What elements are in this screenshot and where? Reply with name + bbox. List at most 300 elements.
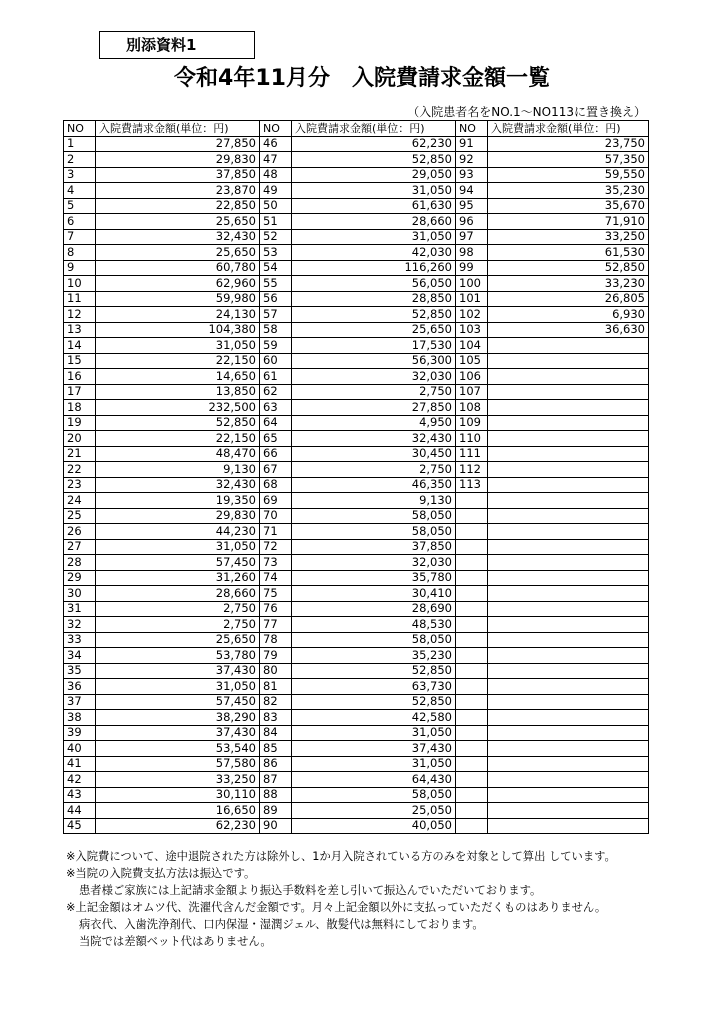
patient-no-cell: 86: [260, 756, 292, 772]
patient-no-cell: [456, 756, 488, 772]
amount-cell: [488, 493, 649, 509]
amount-cell: 31,050: [96, 539, 260, 555]
table-row: [64, 601, 649, 617]
amount-cell: 37,430: [292, 741, 456, 757]
amount-cell: 24,130: [96, 307, 260, 323]
patient-no-cell: 29: [64, 570, 96, 586]
header-no: NO: [260, 121, 292, 137]
amount-cell: 35,230: [488, 183, 649, 199]
amount-cell: [488, 694, 649, 710]
patient-no-cell: 99: [456, 260, 488, 276]
table-row: [64, 462, 649, 478]
patient-no-cell: 49: [260, 183, 292, 199]
amount-cell: 17,530: [292, 338, 456, 354]
patient-no-cell: 83: [260, 710, 292, 726]
patient-no-cell: 11: [64, 291, 96, 307]
amount-cell: 56,300: [292, 353, 456, 369]
amount-cell: 62,230: [96, 818, 260, 834]
patient-no-cell: 98: [456, 245, 488, 261]
table-row: [64, 772, 649, 788]
table-row: [64, 183, 649, 199]
amount-cell: [488, 539, 649, 555]
patient-no-cell: 17: [64, 384, 96, 400]
amount-cell: 61,530: [488, 245, 649, 261]
amount-cell: 29,830: [96, 152, 260, 168]
patient-no-cell: [456, 617, 488, 633]
amount-cell: 59,550: [488, 167, 649, 183]
page-title: 令和4年11月分 入院費請求金額一覧: [174, 66, 550, 91]
patient-no-cell: 14: [64, 338, 96, 354]
patient-no-cell: [456, 710, 488, 726]
patient-no-cell: 36: [64, 679, 96, 695]
patient-no-cell: 4: [64, 183, 96, 199]
table-body: [64, 136, 649, 834]
amount-cell: 32,030: [292, 369, 456, 385]
amount-cell: 32,430: [292, 431, 456, 447]
amount-cell: 58,050: [292, 508, 456, 524]
patient-no-cell: 96: [456, 214, 488, 230]
patient-no-cell: [456, 493, 488, 509]
patient-no-cell: 8: [64, 245, 96, 261]
amount-cell: 42,580: [292, 710, 456, 726]
patient-no-cell: 97: [456, 229, 488, 245]
amount-cell: 57,350: [488, 152, 649, 168]
patient-no-cell: 81: [260, 679, 292, 695]
table-row: [64, 260, 649, 276]
amount-cell: [488, 431, 649, 447]
amount-cell: 58,050: [292, 632, 456, 648]
amount-cell: 25,650: [96, 245, 260, 261]
patient-no-cell: 39: [64, 725, 96, 741]
patient-no-cell: 106: [456, 369, 488, 385]
patient-no-cell: 63: [260, 400, 292, 416]
patient-no-cell: 15: [64, 353, 96, 369]
patient-no-cell: 88: [260, 787, 292, 803]
patient-no-cell: 58: [260, 322, 292, 338]
amount-cell: [488, 756, 649, 772]
patient-no-cell: 2: [64, 152, 96, 168]
patient-no-cell: 103: [456, 322, 488, 338]
patient-no-cell: 79: [260, 648, 292, 664]
table-row: [64, 338, 649, 354]
patient-no-cell: 71: [260, 524, 292, 540]
amount-cell: [488, 679, 649, 695]
table-row: [64, 508, 649, 524]
patient-no-cell: 45: [64, 818, 96, 834]
patient-no-cell: 34: [64, 648, 96, 664]
patient-no-cell: 35: [64, 663, 96, 679]
table-row: [64, 787, 649, 803]
amount-cell: [488, 400, 649, 416]
patient-no-cell: [456, 772, 488, 788]
table-row: [64, 276, 649, 292]
patient-no-cell: 95: [456, 198, 488, 214]
header-amount: 入院費請求金額(単位：円): [488, 121, 649, 137]
amount-cell: 56,050: [292, 276, 456, 292]
patient-no-cell: 42: [64, 772, 96, 788]
table-row: [64, 679, 649, 695]
table-row: [64, 524, 649, 540]
amount-cell: 32,430: [96, 477, 260, 493]
amount-cell: [488, 648, 649, 664]
patient-no-cell: [456, 586, 488, 602]
amount-cell: [488, 369, 649, 385]
amount-cell: 59,980: [96, 291, 260, 307]
amount-cell: 33,250: [488, 229, 649, 245]
patient-no-cell: 110: [456, 431, 488, 447]
amount-cell: 31,050: [292, 229, 456, 245]
patient-no-cell: 73: [260, 555, 292, 571]
patient-no-cell: 66: [260, 446, 292, 462]
patient-no-cell: 100: [456, 276, 488, 292]
patient-no-cell: 44: [64, 803, 96, 819]
amount-cell: 22,150: [96, 353, 260, 369]
patient-no-cell: 41: [64, 756, 96, 772]
patient-no-cell: 90: [260, 818, 292, 834]
patient-no-cell: [456, 679, 488, 695]
amount-cell: [488, 462, 649, 478]
patient-no-cell: 55: [260, 276, 292, 292]
amount-cell: 35,780: [292, 570, 456, 586]
amount-cell: 52,850: [292, 307, 456, 323]
amount-cell: [488, 555, 649, 571]
patient-no-cell: 104: [456, 338, 488, 354]
amount-cell: [488, 353, 649, 369]
table-row: [64, 570, 649, 586]
patient-no-cell: 69: [260, 493, 292, 509]
amount-cell: [488, 477, 649, 493]
amount-cell: 30,450: [292, 446, 456, 462]
header-no: NO: [456, 121, 488, 137]
amount-cell: 60,780: [96, 260, 260, 276]
header-amount: 入院費請求金額(単位：円): [292, 121, 456, 137]
amount-cell: 26,805: [488, 291, 649, 307]
amount-cell: 37,850: [96, 167, 260, 183]
patient-no-cell: 6: [64, 214, 96, 230]
table-row: [64, 477, 649, 493]
table-row: [64, 648, 649, 664]
table-row: [64, 167, 649, 183]
amount-cell: 52,850: [292, 152, 456, 168]
amount-cell: [488, 725, 649, 741]
patient-no-cell: [456, 570, 488, 586]
amount-cell: 40,050: [292, 818, 456, 834]
patient-no-cell: 76: [260, 601, 292, 617]
amount-cell: 52,850: [292, 694, 456, 710]
table-row: [64, 369, 649, 385]
patient-no-cell: 52: [260, 229, 292, 245]
amount-cell: 37,430: [96, 663, 260, 679]
table-row: [64, 725, 649, 741]
table-row: [64, 152, 649, 168]
patient-no-cell: 102: [456, 307, 488, 323]
patient-no-cell: 23: [64, 477, 96, 493]
amount-cell: [488, 524, 649, 540]
patient-no-cell: 112: [456, 462, 488, 478]
patient-no-cell: [456, 818, 488, 834]
patient-no-cell: 10: [64, 276, 96, 292]
amount-cell: 28,660: [292, 214, 456, 230]
patient-no-cell: 56: [260, 291, 292, 307]
table-row: [64, 136, 649, 152]
patient-no-cell: 32: [64, 617, 96, 633]
patient-no-cell: [456, 803, 488, 819]
amount-cell: [488, 446, 649, 462]
patient-no-cell: [456, 663, 488, 679]
amount-cell: 42,030: [292, 245, 456, 261]
patient-no-cell: [456, 601, 488, 617]
patient-no-cell: 7: [64, 229, 96, 245]
patient-no-cell: 48: [260, 167, 292, 183]
amount-cell: [488, 570, 649, 586]
header-amount: 入院費請求金額(単位：円): [96, 121, 260, 137]
patient-no-cell: 19: [64, 415, 96, 431]
patient-no-cell: [456, 524, 488, 540]
patient-no-cell: 18: [64, 400, 96, 416]
patient-no-cell: 109: [456, 415, 488, 431]
patient-no-cell: 70: [260, 508, 292, 524]
patient-no-cell: 5: [64, 198, 96, 214]
patient-no-cell: 54: [260, 260, 292, 276]
footnote: ※当院の入院費支払方法は振込です。: [66, 867, 256, 880]
patient-no-cell: 12: [64, 307, 96, 323]
patient-no-cell: 60: [260, 353, 292, 369]
amount-cell: 52,850: [96, 415, 260, 431]
table-row: [64, 555, 649, 571]
patient-no-cell: 20: [64, 431, 96, 447]
patient-no-cell: 43: [64, 787, 96, 803]
header-no: NO: [64, 121, 96, 137]
patient-no-cell: 61: [260, 369, 292, 385]
footnote: ※入院費について、途中退院された方は除外し、1か月入院されている方のみを対象として算出 しています。: [66, 850, 616, 863]
table-row: [64, 803, 649, 819]
table-row: [64, 663, 649, 679]
amount-cell: 27,850: [96, 136, 260, 152]
patient-no-cell: 92: [456, 152, 488, 168]
patient-no-cell: [456, 725, 488, 741]
table-row: [64, 400, 649, 416]
amount-cell: 6,930: [488, 307, 649, 323]
amount-cell: [488, 601, 649, 617]
patient-no-cell: 53: [260, 245, 292, 261]
amount-cell: [488, 803, 649, 819]
patient-no-cell: 25: [64, 508, 96, 524]
patient-no-cell: 80: [260, 663, 292, 679]
table-row: [64, 818, 649, 834]
patient-no-cell: 105: [456, 353, 488, 369]
patient-no-cell: 85: [260, 741, 292, 757]
patient-no-cell: 51: [260, 214, 292, 230]
amount-cell: 19,350: [96, 493, 260, 509]
amount-cell: 37,850: [292, 539, 456, 555]
patient-no-cell: 84: [260, 725, 292, 741]
footnote: 当院では差額ベット代はありません。: [79, 935, 272, 948]
patient-no-cell: 50: [260, 198, 292, 214]
amount-cell: 116,260: [292, 260, 456, 276]
table-row: [64, 694, 649, 710]
table-row: [64, 291, 649, 307]
amount-cell: 25,050: [292, 803, 456, 819]
patient-no-cell: 27: [64, 539, 96, 555]
amount-cell: 31,260: [96, 570, 260, 586]
patient-no-cell: [456, 787, 488, 803]
amount-cell: 62,230: [292, 136, 456, 152]
amount-cell: 25,650: [96, 632, 260, 648]
amount-cell: 14,650: [96, 369, 260, 385]
patient-no-cell: 33: [64, 632, 96, 648]
amount-cell: 33,250: [96, 772, 260, 788]
patient-no-cell: 64: [260, 415, 292, 431]
patient-no-cell: 78: [260, 632, 292, 648]
patient-no-cell: 93: [456, 167, 488, 183]
amount-cell: 28,850: [292, 291, 456, 307]
amount-cell: 31,050: [292, 756, 456, 772]
amount-cell: 25,650: [292, 322, 456, 338]
amount-cell: 64,430: [292, 772, 456, 788]
table-row: [64, 214, 649, 230]
amount-cell: 53,540: [96, 741, 260, 757]
patient-no-cell: 65: [260, 431, 292, 447]
patient-no-cell: [456, 539, 488, 555]
patient-no-cell: 91: [456, 136, 488, 152]
amount-cell: 104,380: [96, 322, 260, 338]
footnote: 患者様ご家族には上記請求金額より振込手数料を差し引いて振込んでいただいております。: [79, 884, 542, 897]
amount-cell: 13,850: [96, 384, 260, 400]
patient-no-cell: 75: [260, 586, 292, 602]
amount-cell: 57,580: [96, 756, 260, 772]
amount-cell: 2,750: [96, 601, 260, 617]
amount-cell: 9,130: [96, 462, 260, 478]
patient-no-cell: 67: [260, 462, 292, 478]
patient-no-cell: 9: [64, 260, 96, 276]
footnotes: [66, 848, 616, 950]
patient-no-cell: 28: [64, 555, 96, 571]
patient-no-cell: 24: [64, 493, 96, 509]
amount-cell: 23,750: [488, 136, 649, 152]
amount-cell: 52,850: [292, 663, 456, 679]
amount-cell: [488, 508, 649, 524]
attachment-label: 別添資料1: [99, 31, 255, 59]
amount-cell: 52,850: [488, 260, 649, 276]
table-row: [64, 384, 649, 400]
patient-no-cell: [456, 508, 488, 524]
amount-cell: [488, 632, 649, 648]
patient-no-cell: 40: [64, 741, 96, 757]
amount-cell: 71,910: [488, 214, 649, 230]
patient-no-cell: 89: [260, 803, 292, 819]
amount-cell: 44,230: [96, 524, 260, 540]
amount-cell: 35,670: [488, 198, 649, 214]
table-row: [64, 229, 649, 245]
replacement-note: （入院患者名をNO.1～NO113に置き換え）: [407, 105, 646, 119]
amount-cell: 28,660: [96, 586, 260, 602]
amount-cell: 16,650: [96, 803, 260, 819]
amount-cell: 31,050: [292, 183, 456, 199]
amount-cell: 36,630: [488, 322, 649, 338]
amount-cell: 61,630: [292, 198, 456, 214]
patient-no-cell: 113: [456, 477, 488, 493]
amount-cell: [488, 710, 649, 726]
amount-cell: [488, 384, 649, 400]
table-row: [64, 415, 649, 431]
amount-cell: [488, 663, 649, 679]
table-row: [64, 307, 649, 323]
table-row: [64, 353, 649, 369]
patient-no-cell: [456, 694, 488, 710]
amount-cell: 2,750: [292, 384, 456, 400]
amount-cell: 31,050: [96, 338, 260, 354]
amount-cell: [488, 818, 649, 834]
patient-no-cell: 37: [64, 694, 96, 710]
table-row: [64, 756, 649, 772]
amount-cell: 37,430: [96, 725, 260, 741]
table-row: [64, 539, 649, 555]
amount-cell: 2,750: [292, 462, 456, 478]
patient-no-cell: 72: [260, 539, 292, 555]
amount-cell: 29,050: [292, 167, 456, 183]
patient-no-cell: 3: [64, 167, 96, 183]
patient-no-cell: 46: [260, 136, 292, 152]
patient-no-cell: 30: [64, 586, 96, 602]
patient-no-cell: 1: [64, 136, 96, 152]
table-row: [64, 322, 649, 338]
table-row: [64, 741, 649, 757]
amount-cell: 22,150: [96, 431, 260, 447]
patient-no-cell: 101: [456, 291, 488, 307]
patient-no-cell: 62: [260, 384, 292, 400]
amount-cell: 53,780: [96, 648, 260, 664]
amount-cell: 31,050: [96, 679, 260, 695]
patient-no-cell: 31: [64, 601, 96, 617]
amount-cell: 29,830: [96, 508, 260, 524]
amount-cell: 48,470: [96, 446, 260, 462]
patient-no-cell: 59: [260, 338, 292, 354]
footnote: ※上記金額はオムツ代、洗濯代含んだ金額です。月々上記金額以外に支払っていただくものはありません。: [66, 901, 607, 914]
amount-cell: 28,690: [292, 601, 456, 617]
table-row: [64, 446, 649, 462]
patient-no-cell: 57: [260, 307, 292, 323]
billing-table: [63, 120, 649, 834]
patient-no-cell: 94: [456, 183, 488, 199]
amount-cell: 32,430: [96, 229, 260, 245]
amount-cell: [488, 415, 649, 431]
patient-no-cell: 13: [64, 322, 96, 338]
amount-cell: [488, 586, 649, 602]
patient-no-cell: 47: [260, 152, 292, 168]
amount-cell: 23,870: [96, 183, 260, 199]
patient-no-cell: 38: [64, 710, 96, 726]
amount-cell: [488, 617, 649, 633]
patient-no-cell: 107: [456, 384, 488, 400]
amount-cell: [488, 741, 649, 757]
amount-cell: 57,450: [96, 555, 260, 571]
patient-no-cell: 16: [64, 369, 96, 385]
amount-cell: 38,290: [96, 710, 260, 726]
table-row: [64, 245, 649, 261]
table-row: [64, 617, 649, 633]
amount-cell: 58,050: [292, 524, 456, 540]
patient-no-cell: 21: [64, 446, 96, 462]
amount-cell: [488, 338, 649, 354]
table-row: [64, 198, 649, 214]
patient-no-cell: 26: [64, 524, 96, 540]
amount-cell: 62,960: [96, 276, 260, 292]
patient-no-cell: [456, 648, 488, 664]
amount-cell: [488, 772, 649, 788]
amount-cell: 32,030: [292, 555, 456, 571]
amount-cell: 57,450: [96, 694, 260, 710]
table-row: [64, 493, 649, 509]
